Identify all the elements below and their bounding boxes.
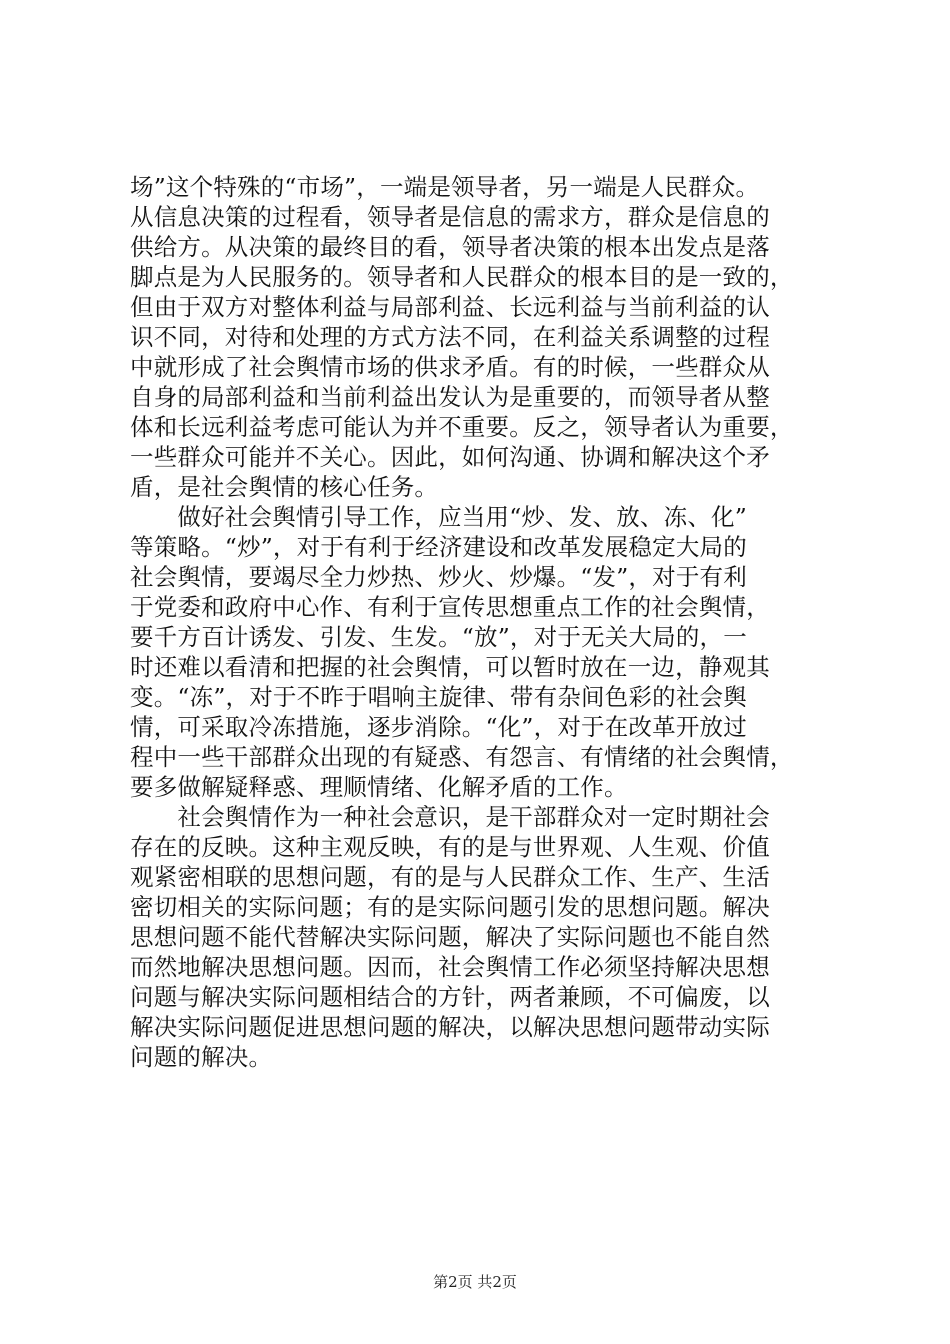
text-line: 一些群众可能并不关心。因此，如何沟通、协调和解决这个矛 [130, 443, 770, 471]
text-line: 但由于双方对整体利益与局部利益、长远利益与当前利益的认 [130, 293, 770, 321]
text-line: 做好社会舆情引导工作，应当用“炒、发、放、冻、化” [130, 503, 747, 531]
text-line: 自身的局部利益和当前利益出发认为是重要的，而领导者从整 [130, 383, 770, 411]
text-line: 社会舆情，要竭尽全力炒热、炒火、炒爆。“发”，对于有利 [130, 563, 747, 591]
text-line: 体和长远利益考虑可能认为并不重要。反之，领导者认为重要， [130, 413, 794, 441]
text-line: 供给方。从决策的最终目的看，领导者决策的根本出发点是落 [130, 233, 770, 261]
text-line: 要多做解疑释惑、理顺情绪、化解矛盾的工作。 [130, 773, 628, 801]
text-line: 观紧密相联的思想问题，有的是与人民群众工作、生产、生活 [130, 863, 770, 891]
text-line: 情，可采取冷冻措施，逐步消除。“化”，对于在改革开放过 [130, 713, 747, 741]
page-number-label: 第2页 共2页 [433, 1273, 517, 1291]
text-line: 解决实际问题促进思想问题的解决，以解决思想问题带动实际 [130, 1013, 770, 1041]
text-line: 问题的解决。 [130, 1043, 273, 1071]
text-line: 密切相关的实际问题；有的是实际问题引发的思想问题。解决 [130, 893, 770, 921]
text-line: 于党委和政府中心作、有利于宣传思想重点工作的社会舆情， [130, 593, 770, 621]
text-line: 存在的反映。这种主观反映，有的是与世界观、人生观、价值 [130, 833, 770, 861]
text-line: 中就形成了社会舆情市场的供求矛盾。有的时候，一些群众从 [130, 353, 770, 381]
text-line: 社会舆情作为一种社会意识，是干部群众对一定时期社会 [130, 803, 770, 831]
text-line: 脚点是为人民服务的。领导者和人民群众的根本目的是一致的， [130, 263, 794, 291]
text-line: 时还难以看清和把握的社会舆情，可以暂时放在一边，静观其 [130, 653, 770, 681]
text-line: 从信息决策的过程看，领导者是信息的需求方，群众是信息的 [130, 203, 770, 231]
text-line: 问题与解决实际问题相结合的方针，两者兼顾，不可偏废，以 [130, 983, 770, 1011]
text-line: 盾，是社会舆情的核心任务。 [130, 473, 439, 501]
text-line: 思想问题不能代替解决实际问题，解决了实际问题也不能自然 [130, 923, 770, 951]
text-line: 程中一些干部群众出现的有疑惑、有怨言、有情绪的社会舆情， [130, 743, 794, 771]
text-line: 识不同，对待和处理的方式方法不同，在利益关系调整的过程 [130, 323, 770, 351]
text-line: 而然地解决思想问题。因而，社会舆情工作必须坚持解决思想 [130, 953, 770, 981]
text-line: 等策略。“炒”，对于有利于经济建设和改革发展稳定大局的 [130, 533, 747, 561]
text-line: 变。“冻”，对于不昨于唱响主旋律、带有杂间色彩的社会舆 [130, 683, 747, 711]
page-footer [0, 1272, 950, 1292]
document-body [130, 172, 830, 1072]
text-line: 要千方百计诱发、引发、生发。“放”，对于无关大局的，一 [130, 623, 747, 651]
text-line: 场”这个特殊的“市场”，一端是领导者，另一端是人民群众。 [130, 173, 760, 201]
